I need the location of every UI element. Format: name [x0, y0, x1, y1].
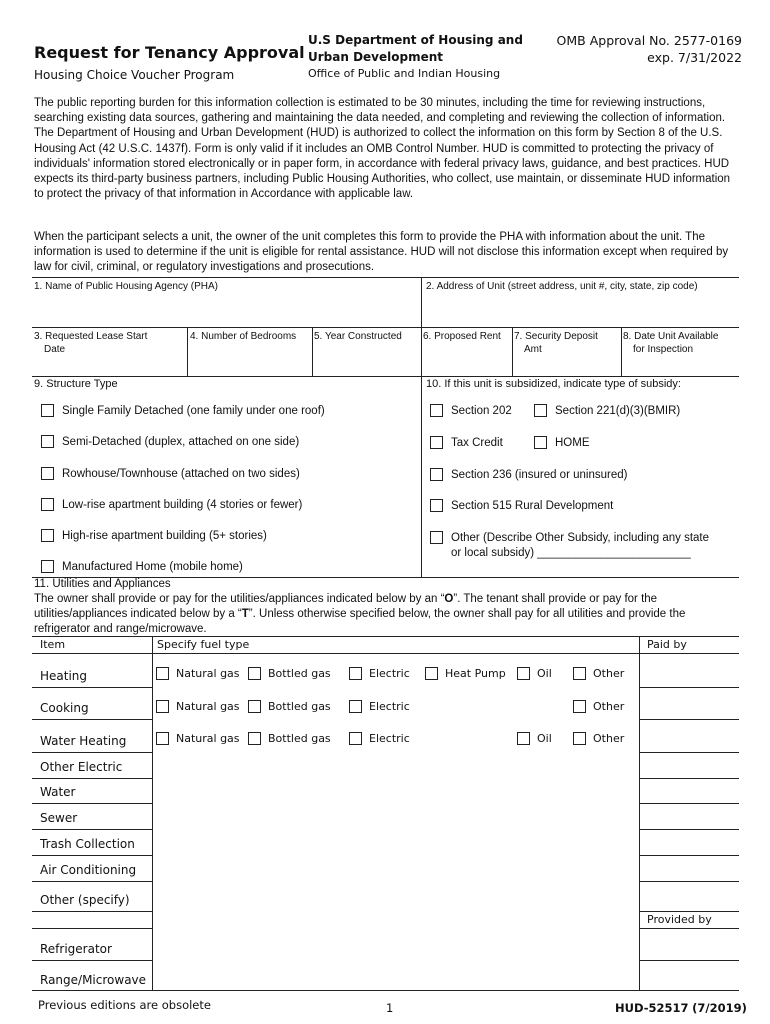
utility-item-air-conditioning: Air Conditioning: [40, 863, 137, 877]
checkbox[interactable]: [573, 700, 586, 713]
option-label: Electric: [369, 667, 410, 680]
option-label: Section 221(d)(3)(BMIR): [555, 405, 681, 417]
checkbox[interactable]: [430, 404, 443, 417]
checkbox[interactable]: [573, 667, 586, 680]
field-number-of-bedrooms[interactable]: 4. Number of Bedrooms: [190, 331, 297, 342]
structure-option-rowhouse[interactable]: [41, 467, 300, 480]
option-label: Manufactured Home (mobile home): [62, 561, 243, 573]
checkbox[interactable]: [349, 700, 362, 713]
option-label: Bottled gas: [268, 700, 331, 713]
option-label: Section 202: [451, 405, 512, 417]
checkbox[interactable]: [248, 732, 261, 745]
checkbox[interactable]: [573, 732, 586, 745]
utility-item-range-microwave: Range/Microwave: [40, 973, 147, 987]
option-label: High-rise apartment building (5+ stories): [62, 530, 267, 542]
subsidy-type-label: 10. If this unit is subsidized, indicate type of subsidy:: [426, 378, 681, 390]
water-heating-other[interactable]: [573, 732, 624, 745]
field-security-deposit[interactable]: [514, 330, 598, 356]
checkbox[interactable]: [41, 498, 54, 511]
checkbox[interactable]: [41, 560, 54, 573]
department-line-1: U.S Department of Housing and: [308, 33, 523, 47]
subsidy-option-home[interactable]: [534, 436, 590, 449]
column-header-provided-by: Provided by: [647, 913, 712, 926]
checkbox[interactable]: [349, 667, 362, 680]
option-label: Natural gas: [176, 732, 240, 745]
option-label: Natural gas: [176, 667, 240, 680]
option-label: Single Family Detached (one family under one roof): [62, 405, 325, 417]
checkbox[interactable]: [156, 700, 169, 713]
form-date: (7/2019): [692, 1001, 747, 1015]
option-label: Other: [593, 732, 625, 745]
option-label: [451, 531, 709, 561]
checkbox[interactable]: [534, 436, 547, 449]
heating-heat-pump[interactable]: [425, 667, 506, 680]
subsidy-option-section-221[interactable]: [534, 404, 680, 417]
program-subtitle: Housing Choice Voucher Program: [34, 68, 235, 82]
column-header-paid-by: Paid by: [647, 638, 687, 651]
cooking-bottled-gas[interactable]: [248, 700, 331, 713]
option-label: Other: [593, 700, 625, 713]
field-year-constructed[interactable]: 5. Year Constructed: [314, 331, 402, 342]
utility-item-heating: Heating: [40, 669, 88, 683]
option-label: Section 515 Rural Development: [451, 500, 614, 512]
cooking-other[interactable]: [573, 700, 624, 713]
option-label: Bottled gas: [268, 667, 331, 680]
burden-statement: The public reporting burden for this information collection is estimated to be 30 minutes, including the time for reviewing instructions, searching existing data sources, gathering and maintaining the data needed, and completing and reviewing the collection of information. The Department of Housing and Urban Development (HUD) is authorized to collect the information on this form by Section 8 of the U.S. Housing Act (42 U.S.C. 1437f). Form is only valid if it includes an OMB Control Number. HUD is committed to protecting the privacy of individuals' information stored electronically or in paper form, in accordance with federal privacy laws, guidance, and best practices. HUD expects its third-party business partners, including Public Housing Authorities, who collect, use maintain, or disseminate HUD information to protect the privacy of that information in Accordance with applicable law.: [34, 97, 731, 201]
water-heating-electric[interactable]: [349, 732, 410, 745]
option-label: Electric: [369, 700, 410, 713]
owner-mark: O: [444, 593, 454, 605]
checkbox[interactable]: [156, 667, 169, 680]
field-pha-name[interactable]: 1. Name of Public Housing Agency (PHA): [34, 281, 218, 292]
subsidy-option-section-202[interactable]: [430, 404, 512, 417]
cooking-natural-gas[interactable]: [156, 700, 240, 713]
checkbox[interactable]: [248, 700, 261, 713]
form-number: [615, 1001, 747, 1015]
structure-option-manufactured[interactable]: [41, 560, 243, 573]
office-name: Office of Public and Indian Housing: [308, 67, 501, 80]
omb-block: [557, 32, 742, 66]
field-unit-address[interactable]: 2. Address of Unit (street address, unit #, city, state, zip code): [426, 281, 698, 292]
utilities-heading: 11. Utilities and Appliances: [34, 578, 171, 590]
option-label: Rowhouse/Townhouse (attached on two sides): [62, 468, 300, 480]
subsidy-option-section-515[interactable]: [430, 499, 613, 512]
checkbox[interactable]: [41, 435, 54, 448]
utilities-instructions: [34, 577, 740, 637]
field-date-available[interactable]: [623, 330, 718, 356]
heating-bottled-gas[interactable]: [248, 667, 331, 680]
checkbox[interactable]: [41, 404, 54, 417]
utility-item-cooking: Cooking: [40, 701, 89, 715]
omb-expiration: exp. 7/31/2022: [647, 50, 742, 65]
structure-option-high-rise[interactable]: [41, 529, 267, 542]
checkbox[interactable]: [430, 436, 443, 449]
subsidy-option-section-236[interactable]: [430, 468, 627, 481]
form-id: HUD-52517: [615, 1001, 689, 1015]
field-security-deposit-label-2: Amt: [524, 344, 542, 355]
structure-option-semi-detached[interactable]: [41, 435, 299, 448]
department-line-2: Urban Development: [308, 50, 443, 64]
option-label: Other: [593, 667, 625, 680]
field-date-available-label-2: for Inspection: [633, 344, 694, 355]
column-header-fuel-type: Specify fuel type: [157, 638, 250, 651]
instruction-part: ”. Unless otherwise specified below, the owner shall pay for all utilities and provide the refrigerator and range/microwave.: [34, 608, 686, 635]
checkbox[interactable]: [349, 732, 362, 745]
water-heating-oil[interactable]: [517, 732, 552, 745]
checkbox[interactable]: [41, 467, 54, 480]
checkbox[interactable]: [156, 732, 169, 745]
water-heating-natural-gas[interactable]: [156, 732, 240, 745]
heating-electric[interactable]: [349, 667, 410, 680]
other-subsidy-line-2[interactable]: or local subsidy) ________________________: [451, 547, 691, 559]
field-security-deposit-label: 7. Security Deposit: [514, 331, 598, 342]
option-label: Tax Credit: [451, 437, 503, 449]
option-label: Low-rise apartment building (4 stories or fewer): [62, 499, 303, 511]
field-lease-start-label: 3. Requested Lease Start: [34, 331, 148, 342]
checkbox[interactable]: [41, 529, 54, 542]
tenant-mark: T: [241, 608, 249, 620]
utility-item-sewer: Sewer: [40, 811, 78, 825]
instruction-part: ”. The tenant shall provide or pay for the utilities/appliances indicated below by a “: [34, 593, 658, 620]
other-subsidy-line-1: Other (Describe Other Subsidy, including any state: [451, 532, 710, 544]
instruction-part: The owner shall provide or pay for the utilities/appliances indicated below by an “: [34, 593, 445, 605]
subsidy-option-other[interactable]: [430, 531, 709, 561]
form-title: Request for Tenancy Approval: [34, 43, 305, 62]
checkbox[interactable]: [430, 499, 443, 512]
field-lease-start-date[interactable]: [34, 330, 147, 356]
page-number: 1: [386, 1001, 394, 1015]
utility-item-refrigerator: Refrigerator: [40, 942, 112, 956]
checkbox[interactable]: [430, 468, 443, 481]
purpose-statement: When the participant selects a unit, the owner of the unit completes this form to provide the PHA with information about the unit. The information is used to determine if the unit is eligible for rental assistance. HUD will not disclose this information except when required by law for civil, criminal, or regulatory investigations and prosecutions.: [34, 231, 729, 274]
checkbox[interactable]: [425, 667, 438, 680]
option-label: Electric: [369, 732, 410, 745]
heating-oil[interactable]: [517, 667, 552, 680]
structure-type-label: 9. Structure Type: [34, 378, 118, 390]
utility-item-other-electric: Other Electric: [40, 760, 123, 774]
option-label: Natural gas: [176, 700, 240, 713]
column-header-item: Item: [40, 638, 66, 651]
checkbox[interactable]: [517, 667, 530, 680]
water-heating-bottled-gas[interactable]: [248, 732, 331, 745]
checkbox[interactable]: [534, 404, 547, 417]
utility-item-water-heating: Water Heating: [40, 734, 127, 748]
cooking-electric[interactable]: [349, 700, 410, 713]
heating-natural-gas[interactable]: [156, 667, 240, 680]
subsidy-option-tax-credit[interactable]: [430, 436, 503, 449]
utility-item-water: Water: [40, 785, 76, 799]
option-label: Bottled gas: [268, 732, 331, 745]
department-block: [308, 32, 523, 80]
option-label: Semi-Detached (duplex, attached on one side): [62, 436, 300, 448]
checkbox[interactable]: [248, 667, 261, 680]
option-label: Heat Pump: [445, 667, 506, 680]
utility-item-other-specify: Other (specify): [40, 893, 130, 907]
option-label: HOME: [555, 437, 590, 449]
omb-approval-number: OMB Approval No. 2577-0169: [556, 33, 742, 48]
option-label: Oil: [537, 667, 552, 680]
footer-obsolete-note: Previous editions are obsolete: [38, 998, 211, 1012]
heating-other[interactable]: [573, 667, 624, 680]
option-label: Oil: [537, 732, 552, 745]
field-lease-start-label-2: Date: [44, 344, 66, 355]
field-proposed-rent[interactable]: 6. Proposed Rent: [423, 331, 501, 342]
field-date-available-label: 8. Date Unit Available: [623, 331, 719, 342]
checkbox[interactable]: [517, 732, 530, 745]
utilities-instruction-text: [34, 592, 740, 637]
utility-item-trash-collection: Trash Collection: [40, 837, 135, 851]
option-label: Section 236 (insured or uninsured): [451, 469, 628, 481]
structure-option-low-rise[interactable]: [41, 498, 302, 511]
structure-option-single-family[interactable]: [41, 404, 325, 417]
checkbox[interactable]: [430, 531, 443, 544]
